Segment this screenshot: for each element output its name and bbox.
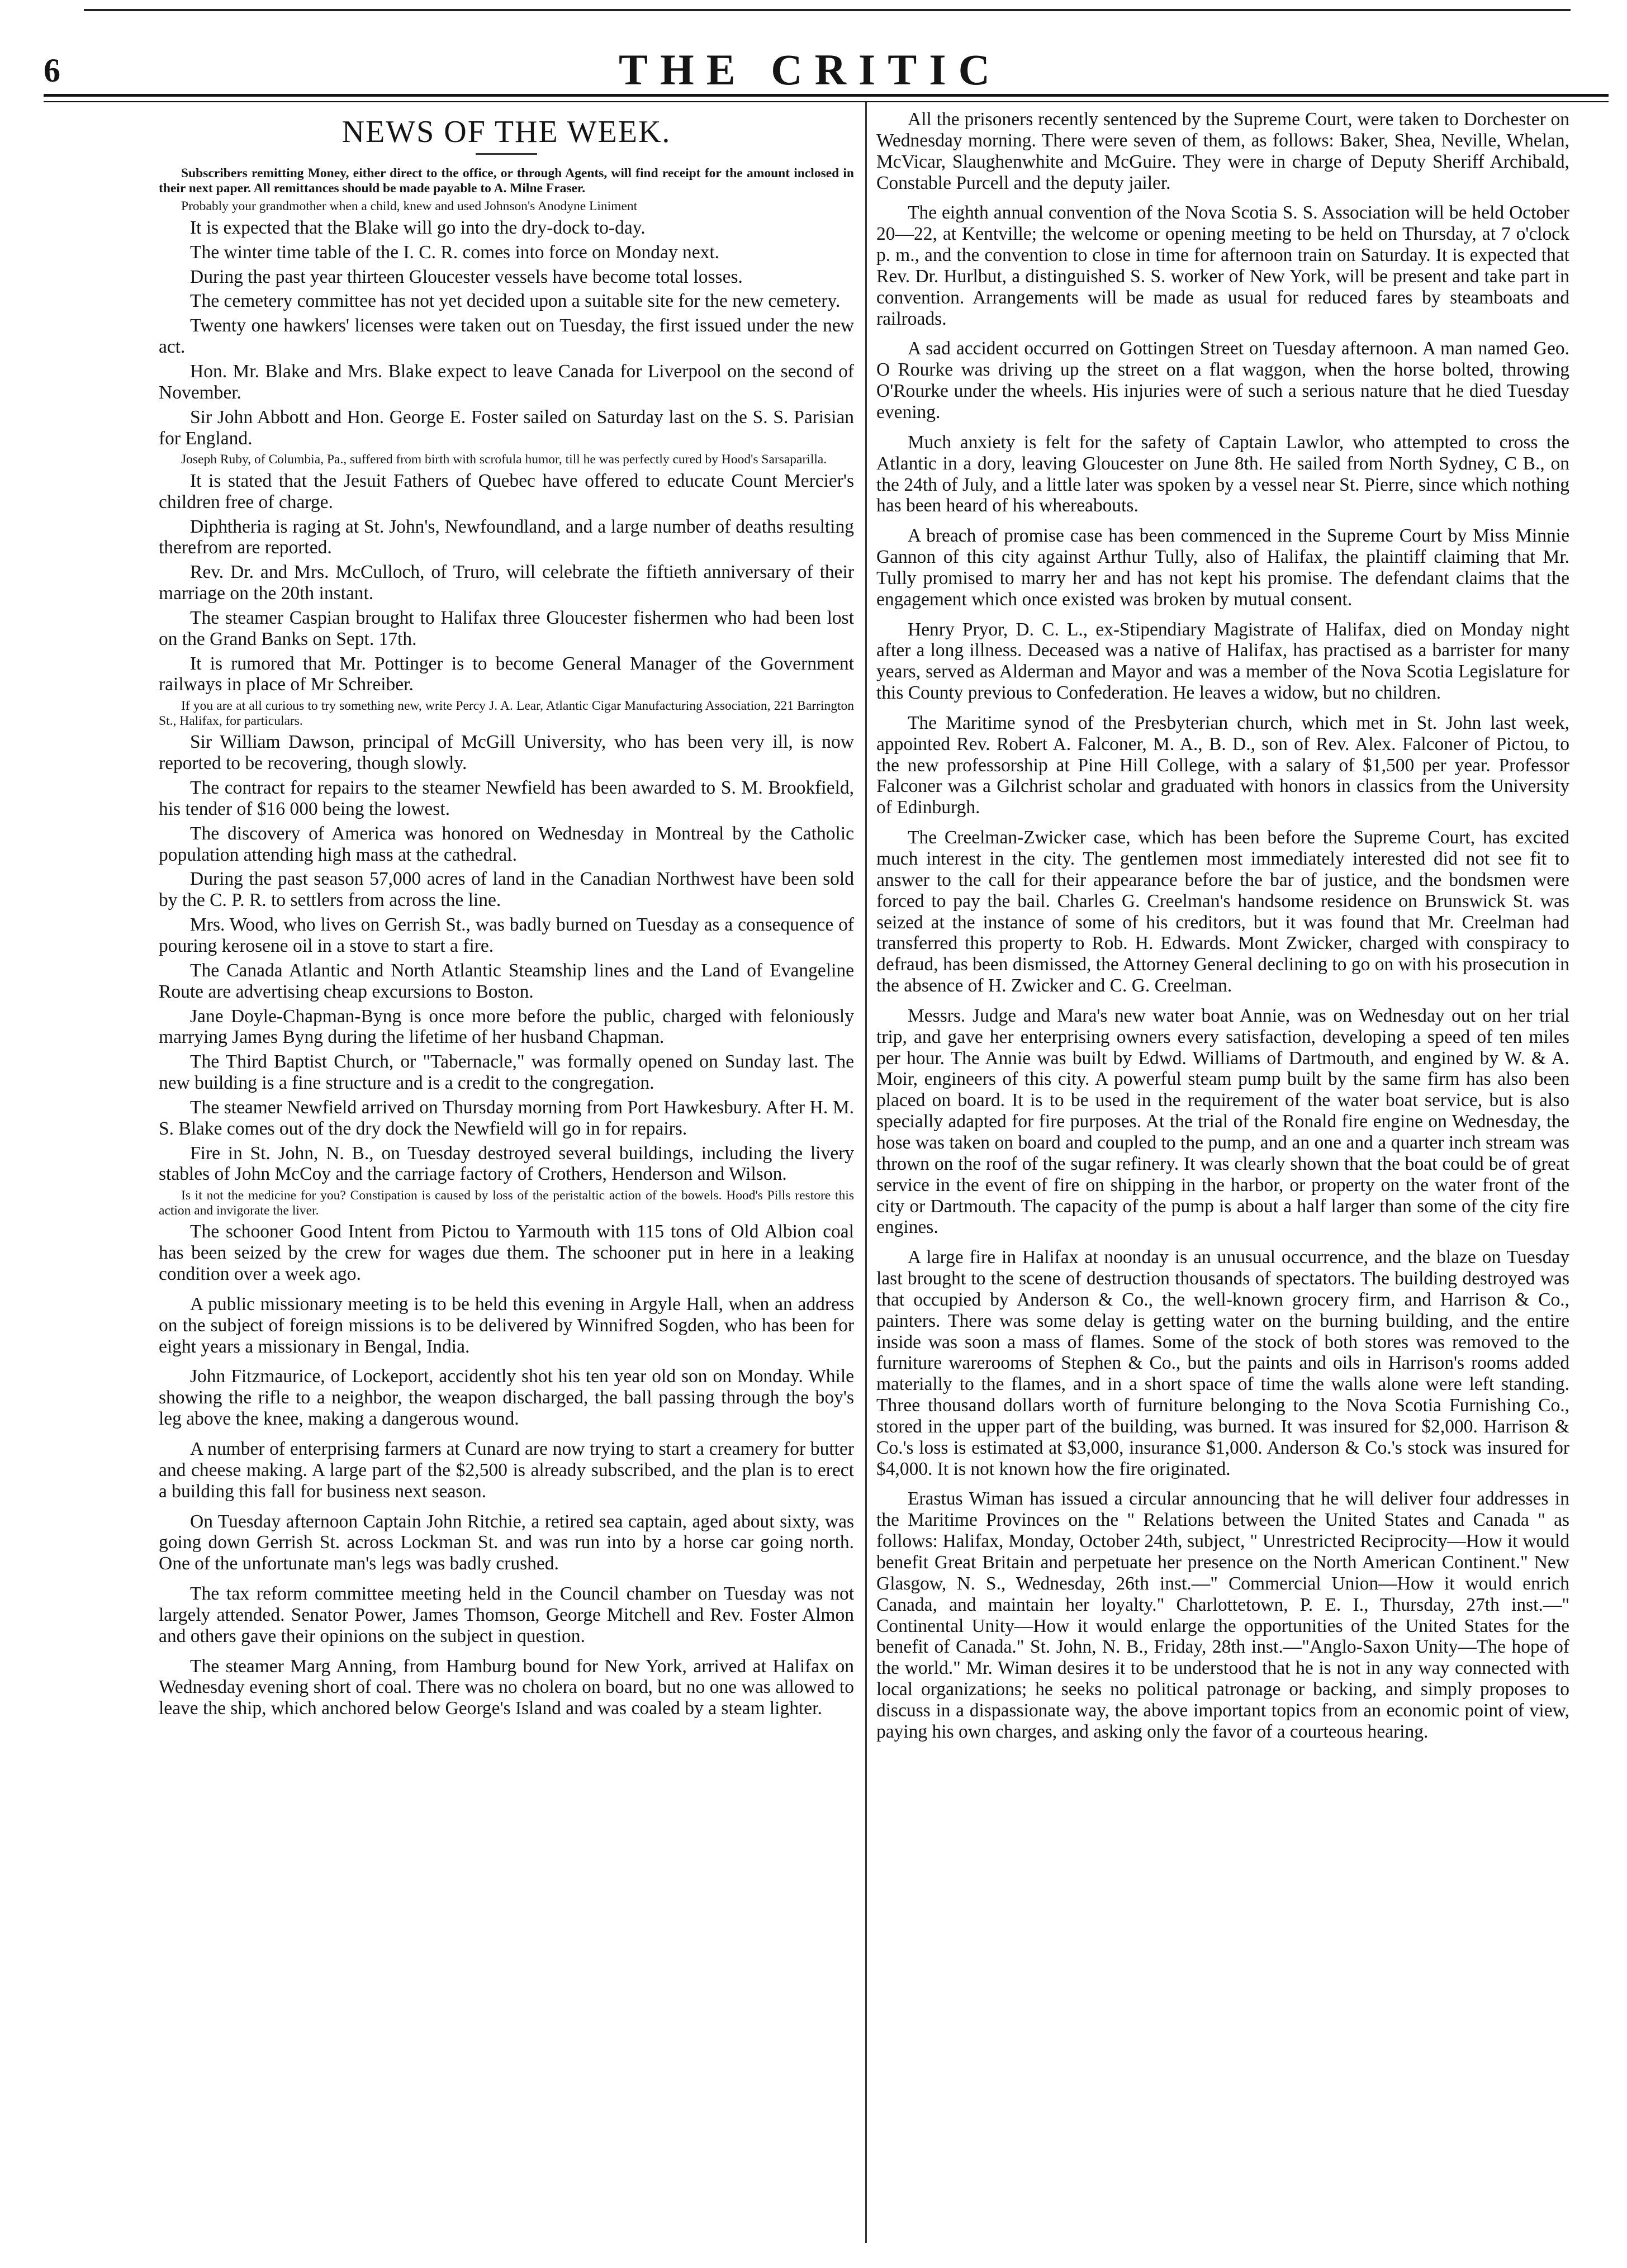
advertisement-note: Joseph Ruby, of Columbia, Pa., suffered from birth with scrofula humor, till he was perfectly cured by Hood's Sarsaparilla. bbox=[181, 452, 827, 467]
news-item: The contract for repairs to the steamer Newfield has been awarded to S. M. Brookfield, his tender of $16 000 being the lowest. bbox=[159, 777, 854, 819]
left-column bbox=[159, 109, 854, 1728]
news-item: During the past year thirteen Gloucester vessels have become total losses. bbox=[190, 266, 743, 287]
news-item: The Canada Atlantic and North Atlantic Steamship lines and the Land of Evangeline Route are advertising cheap excursions to Boston. bbox=[159, 960, 854, 1002]
news-item: A large fire in Halifax at noonday is an unusual occurrence, and the blaze on Tuesday last brought to the scene of destruction thousands of spectators. The building destroyed was that occupied by Anderson & Co., the well-known grocery firm, and Harrison & Co., painters. There was some delay is getting water on the burning building, and the entire inside was soon a mass of flames. Some of the stock of both stores was removed to the furniture warerooms of Stephen & Co., but the paints and oils in Harrison's rooms added materially to the flames, and in a short space of time the walls alone were left standing. Three thousand dollars worth of furniture belonging to the Nova Scotia Furnishing Co., stored in the upper part of the building, was burned. It was insured for $2,000. Harrison & Co.'s loss is estimated at $3,000, insurance $1,000. Anderson & Co.'s stock was insured for $4,000. It is not known how the fire originated. bbox=[876, 1247, 1569, 1479]
right-article-list bbox=[876, 109, 1569, 1743]
section-heading: NEWS OF THE WEEK. bbox=[341, 115, 671, 149]
column-divider bbox=[865, 102, 867, 2243]
news-item: A public missionary meeting is to be held this evening in Argyle Hall, when an address on the subject of foreign missions is to be delivered by Winnifred Sogden, who has been for eight years a missionary in Bengal, India. bbox=[159, 1293, 854, 1357]
news-item: It is stated that the Jesuit Fathers of Quebec have offered to educate Count Mercier's children free of charge. bbox=[159, 470, 854, 513]
news-item: Erastus Wiman has issued a circular announcing that he will deliver four addresses in the Maritime Provinces on the " Relations between the United States and Canada " as follows: Halifax, Monday, October 24th, subject, " Unrestricted Reciprocity—How it would benefit Great Britain and perpetuate her presence on the North American Continent." New Glasgow, N. S., Wednesday, 26th inst.—" Commercial Union—How it would enrich Canada, and maintain her loyalty." Charlottetown, P. E. I., Thursday, 27th inst.—" Continental Unity—How it would enlarge the opportunities of the United States for the benefit of Canada." St. John, N. B., Friday, 28th inst.—"Anglo-Saxon Unity—The hope of the world." Mr. Wiman desires it to be understood that he is not in any way connected with local organizations; he seeks no political patronage or backing, and simply proposes to discuss in a dispassionate way, the above important topics from an economic point of view, paying his own charges, and asking only the favor of a courteous hearing. bbox=[876, 1488, 1569, 1742]
header-rule-thick bbox=[44, 94, 1609, 97]
news-item: Messrs. Judge and Mara's new water boat Annie, was on Wednesday out on her trial trip, and gave her enterprising owners every satisfaction, developing a speed of ten miles per hour. The Annie was built by Edwd. Williams of Dartmouth, and engined by W. & A. Moir, engineers of this city. A powerful steam pump built by the same firm has also been placed on board. It is to be used in the requirement of the water boat service, but is also specially adapted for fire purposes. At the trial of the Ronald fire engine on Wednesday, the hose was taken on board and coupled to the pump, and an one and a quarter inch stream was thrown on the roof of the sugar refinery. It was clearly shown that the boat could be of great service in the event of fire on shipping in the harbor, or property on the water front of the city or Dartmouth. The capacity of the pump is about a half larger than some of the city fire engines. bbox=[876, 1005, 1569, 1238]
news-item: The tax reform committee meeting held in the Council chamber on Tuesday was not largely attended. Senator Power, James Thomson, George Mitchell and Rev. Foster Almon and others gave their opinions on the subject in question. bbox=[159, 1583, 854, 1647]
news-item: All the prisoners recently sentenced by the Supreme Court, were taken to Dorchester on Wednesday morning. There were seven of them, as follows: Baker, Shea, Neville, Whelan, McVicar, Slaughenwhite and McGuire. They were in charge of Deputy Sheriff Archibald, Constable Purcell and the deputy jailer. bbox=[876, 109, 1569, 193]
heading-rule bbox=[476, 153, 537, 155]
page-header bbox=[0, 0, 1627, 98]
news-item: The Maritime synod of the Presbyterian church, which met in St. John last week, appointed Rev. Robert A. Falconer, M. A., B. D., son of Rev. Alex. Falconer of Pictou, to the new professorship at Pine Hill College, with a salary of $1,500 per year. Professor Falconer was a Gilchrist scholar and graduated with honors in classics from the University of Edinburgh. bbox=[876, 712, 1569, 818]
header-rule-thin bbox=[44, 101, 1609, 102]
news-item: A breach of promise case has been commenced in the Supreme Court by Miss Minnie Gannon of this city against Arthur Tully, also of Halifax, the plaintiff claiming that Mr. Tully promised to marry her and has not kept his promise. The defendant claims that the engagement which once existed was broken by mutual consent. bbox=[876, 525, 1569, 610]
news-item: The steamer Caspian brought to Halifax three Gloucester fishermen who had been lost on the Grand Banks on Sept. 17th. bbox=[159, 607, 854, 649]
news-item: Rev. Dr. and Mrs. McCulloch, of Truro, will celebrate the fiftieth anniversary of their marriage on the 20th instant. bbox=[159, 562, 854, 604]
advertisement-note: Is it not the medicine for you? Constipation is caused by loss of the peristaltic action of the bowels. Hood's Pills restore this action and invigorate the liver. bbox=[159, 1188, 854, 1218]
news-item: The schooner Good Intent from Pictou to Yarmouth with 115 tons of Old Albion coal has been seized by the crew for wages due them. The schooner put in here in a leaking condition over a week ago. bbox=[159, 1221, 854, 1285]
news-item: The steamer Marg Anning, from Hamburg bound for New York, arrived at Halifax on Wednesday evening short of coal. There was no cholera on board, but no one was allowed to leave the ship, which anchored below George's Island and was coaled by a steam lighter. bbox=[159, 1655, 854, 1719]
news-item: Sir William Dawson, principal of McGill University, who has been very ill, is now reported to be recovering, though slowly. bbox=[159, 732, 854, 774]
news-item: It is expected that the Blake will go into the dry-dock to-day. bbox=[190, 217, 646, 238]
news-item: During the past season 57,000 acres of land in the Canadian Northwest have been sold by the C. P. R. to settlers from across the line. bbox=[159, 869, 854, 911]
news-item: The Creelman-Zwicker case, which has been before the Supreme Court, has excited much interest in the city. The gentlemen most immediately interested did not see fit to answer to the call for their appearance before the bar of justice, and the bondsmen were forced to pay the bail. Charles G. Creelman's handsome residence on Brunswick St. was seized at the instance of some of his creditors, but it was found that Mr. Creelman had transferred this property to Rob. H. Edwards. Mont Zwicker, charged with conspiracy to defraud, has been dismissed, the Attorney General declining to go on with his prosecution in the absence of H. Zwicker and C. G. Creelman. bbox=[876, 827, 1569, 997]
left-article-list bbox=[159, 166, 854, 1719]
news-item: The cemetery committee has not yet decided upon a suitable site for the new cemetery. bbox=[190, 291, 841, 312]
news-item: Mrs. Wood, who lives on Gerrish St., was badly burned on Tuesday as a consequence of pouring kerosene oil in a stove to start a fire. bbox=[159, 914, 854, 957]
news-item: Sir John Abbott and Hon. George E. Foster sailed on Saturday last on the S. S. Parisian for England. bbox=[159, 406, 854, 449]
news-item: It is rumored that Mr. Pottinger is to become General Manager of the Government railways in place of Mr Schreiber. bbox=[159, 653, 854, 695]
news-item: The discovery of America was honored on Wednesday in Montreal by the Catholic population attending high mass at the cathedral. bbox=[159, 823, 854, 865]
news-item: The Third Baptist Church, or "Tabernacle," was formally opened on Sunday last. The new building is a fine structure and is a credit to the congregation. bbox=[159, 1051, 854, 1094]
news-item: Hon. Mr. Blake and Mrs. Blake expect to leave Canada for Liverpool on the second of November. bbox=[159, 360, 854, 403]
masthead-title: THE CRITIC bbox=[619, 45, 1002, 94]
news-item: A number of enterprising farmers at Cunard are now trying to start a creamery for butter and cheese making. A large part of the $2,500 is already subscribed, and the plan is to erect a building this fall for business next season. bbox=[159, 1438, 854, 1502]
right-column bbox=[876, 109, 1569, 1752]
news-item: The winter time table of the I. C. R. comes into force on Monday next. bbox=[190, 241, 720, 263]
news-item: Diphtheria is raging at St. John's, Newfoundland, and a large number of deaths resulting therefrom are reported. bbox=[159, 516, 854, 558]
news-item: A sad accident occurred on Gottingen Street on Tuesday afternoon. A man named Geo. O Rourke was driving up the street on a flat waggon, when the horse bolted, throwing O'Rourke under the wheels. His injuries were of such a serious nature that he died Tuesday evening. bbox=[876, 338, 1569, 423]
news-item: Twenty one hawkers' licenses were taken out on Tuesday, the first issued under the new act. bbox=[159, 315, 854, 358]
news-item: The steamer Newfield arrived on Thursday morning from Port Hawkesbury. After H. M. S. Blake comes out of the dry dock the Newfield will go in for repairs. bbox=[159, 1097, 854, 1139]
page-number: 6 bbox=[44, 52, 60, 89]
top-edge-rule bbox=[84, 9, 1571, 11]
advertisement-note: Subscribers remitting Money, either direct to the office, or through Agents, will find receipt for the amount inclosed in their next paper. All remittances should be made payable to A. Milne Fraser. bbox=[159, 166, 854, 196]
news-item: Much anxiety is felt for the safety of Captain Lawlor, who attempted to cross the Atlantic in a dory, leaving Gloucester on June 8th. He sailed from North Sydney, C B., on the 24th of July, and a little later was spoken by a vessel near St. Pierre, since which nothing has been heard of his whereabouts. bbox=[876, 431, 1569, 516]
advertisement-note: Probably your grandmother when a child, knew and used Johnson's Anodyne Liniment bbox=[181, 199, 638, 214]
news-item: The eighth annual convention of the Nova Scotia S. S. Association will be held October 20—22, at Kentville; the welcome or opening meeting to be held on Thursday, at 7 o'clock p. m., and the convention to close in time for afternoon train on Saturday. It is expected that Rev. Dr. Hurlbut, a distinguished S. S. worker of New York, will be present and take part in convention. Arrangements will be made as usual for reduced fares by steamboats and railroads. bbox=[876, 202, 1569, 329]
news-item: Henry Pryor, D. C. L., ex-Stipendiary Magistrate of Halifax, died on Monday night after a long illness. Deceased was a native of Halifax, has practised as a barrister for many years, served as Alderman and Mayor and was a member of the Nova Scotia Legislature for this County previous to Confederation. He leaves a widow, but no children. bbox=[876, 619, 1569, 704]
news-item: John Fitzmaurice, of Lockeport, accidently shot his ten year old son on Monday. While showing the rifle to a neighbor, the weapon discharged, the ball passing through the boy's leg above the knee, making a dangerous wound. bbox=[159, 1366, 854, 1430]
advertisement-note: If you are at all curious to try something new, write Percy J. A. Lear, Atlantic Cigar Manufacturing Association, 221 Barrington St., Halifax, for particulars. bbox=[159, 699, 854, 728]
news-item: Fire in St. John, N. B., on Tuesday destroyed several buildings, including the livery stables of John McCoy and the carriage factory of Crothers, Henderson and Wilson. bbox=[159, 1142, 854, 1185]
news-item: Jane Doyle-Chapman-Byng is once more before the public, charged with feloniously marrying James Byng during the lifetime of her husband Chapman. bbox=[159, 1005, 854, 1048]
news-item: On Tuesday afternoon Captain John Ritchie, a retired sea captain, aged about sixty, was going down Gerrish St. across Lockman St. and was run into by a horse car going north. One of the unfortunate man's legs was badly crushed. bbox=[159, 1511, 854, 1574]
